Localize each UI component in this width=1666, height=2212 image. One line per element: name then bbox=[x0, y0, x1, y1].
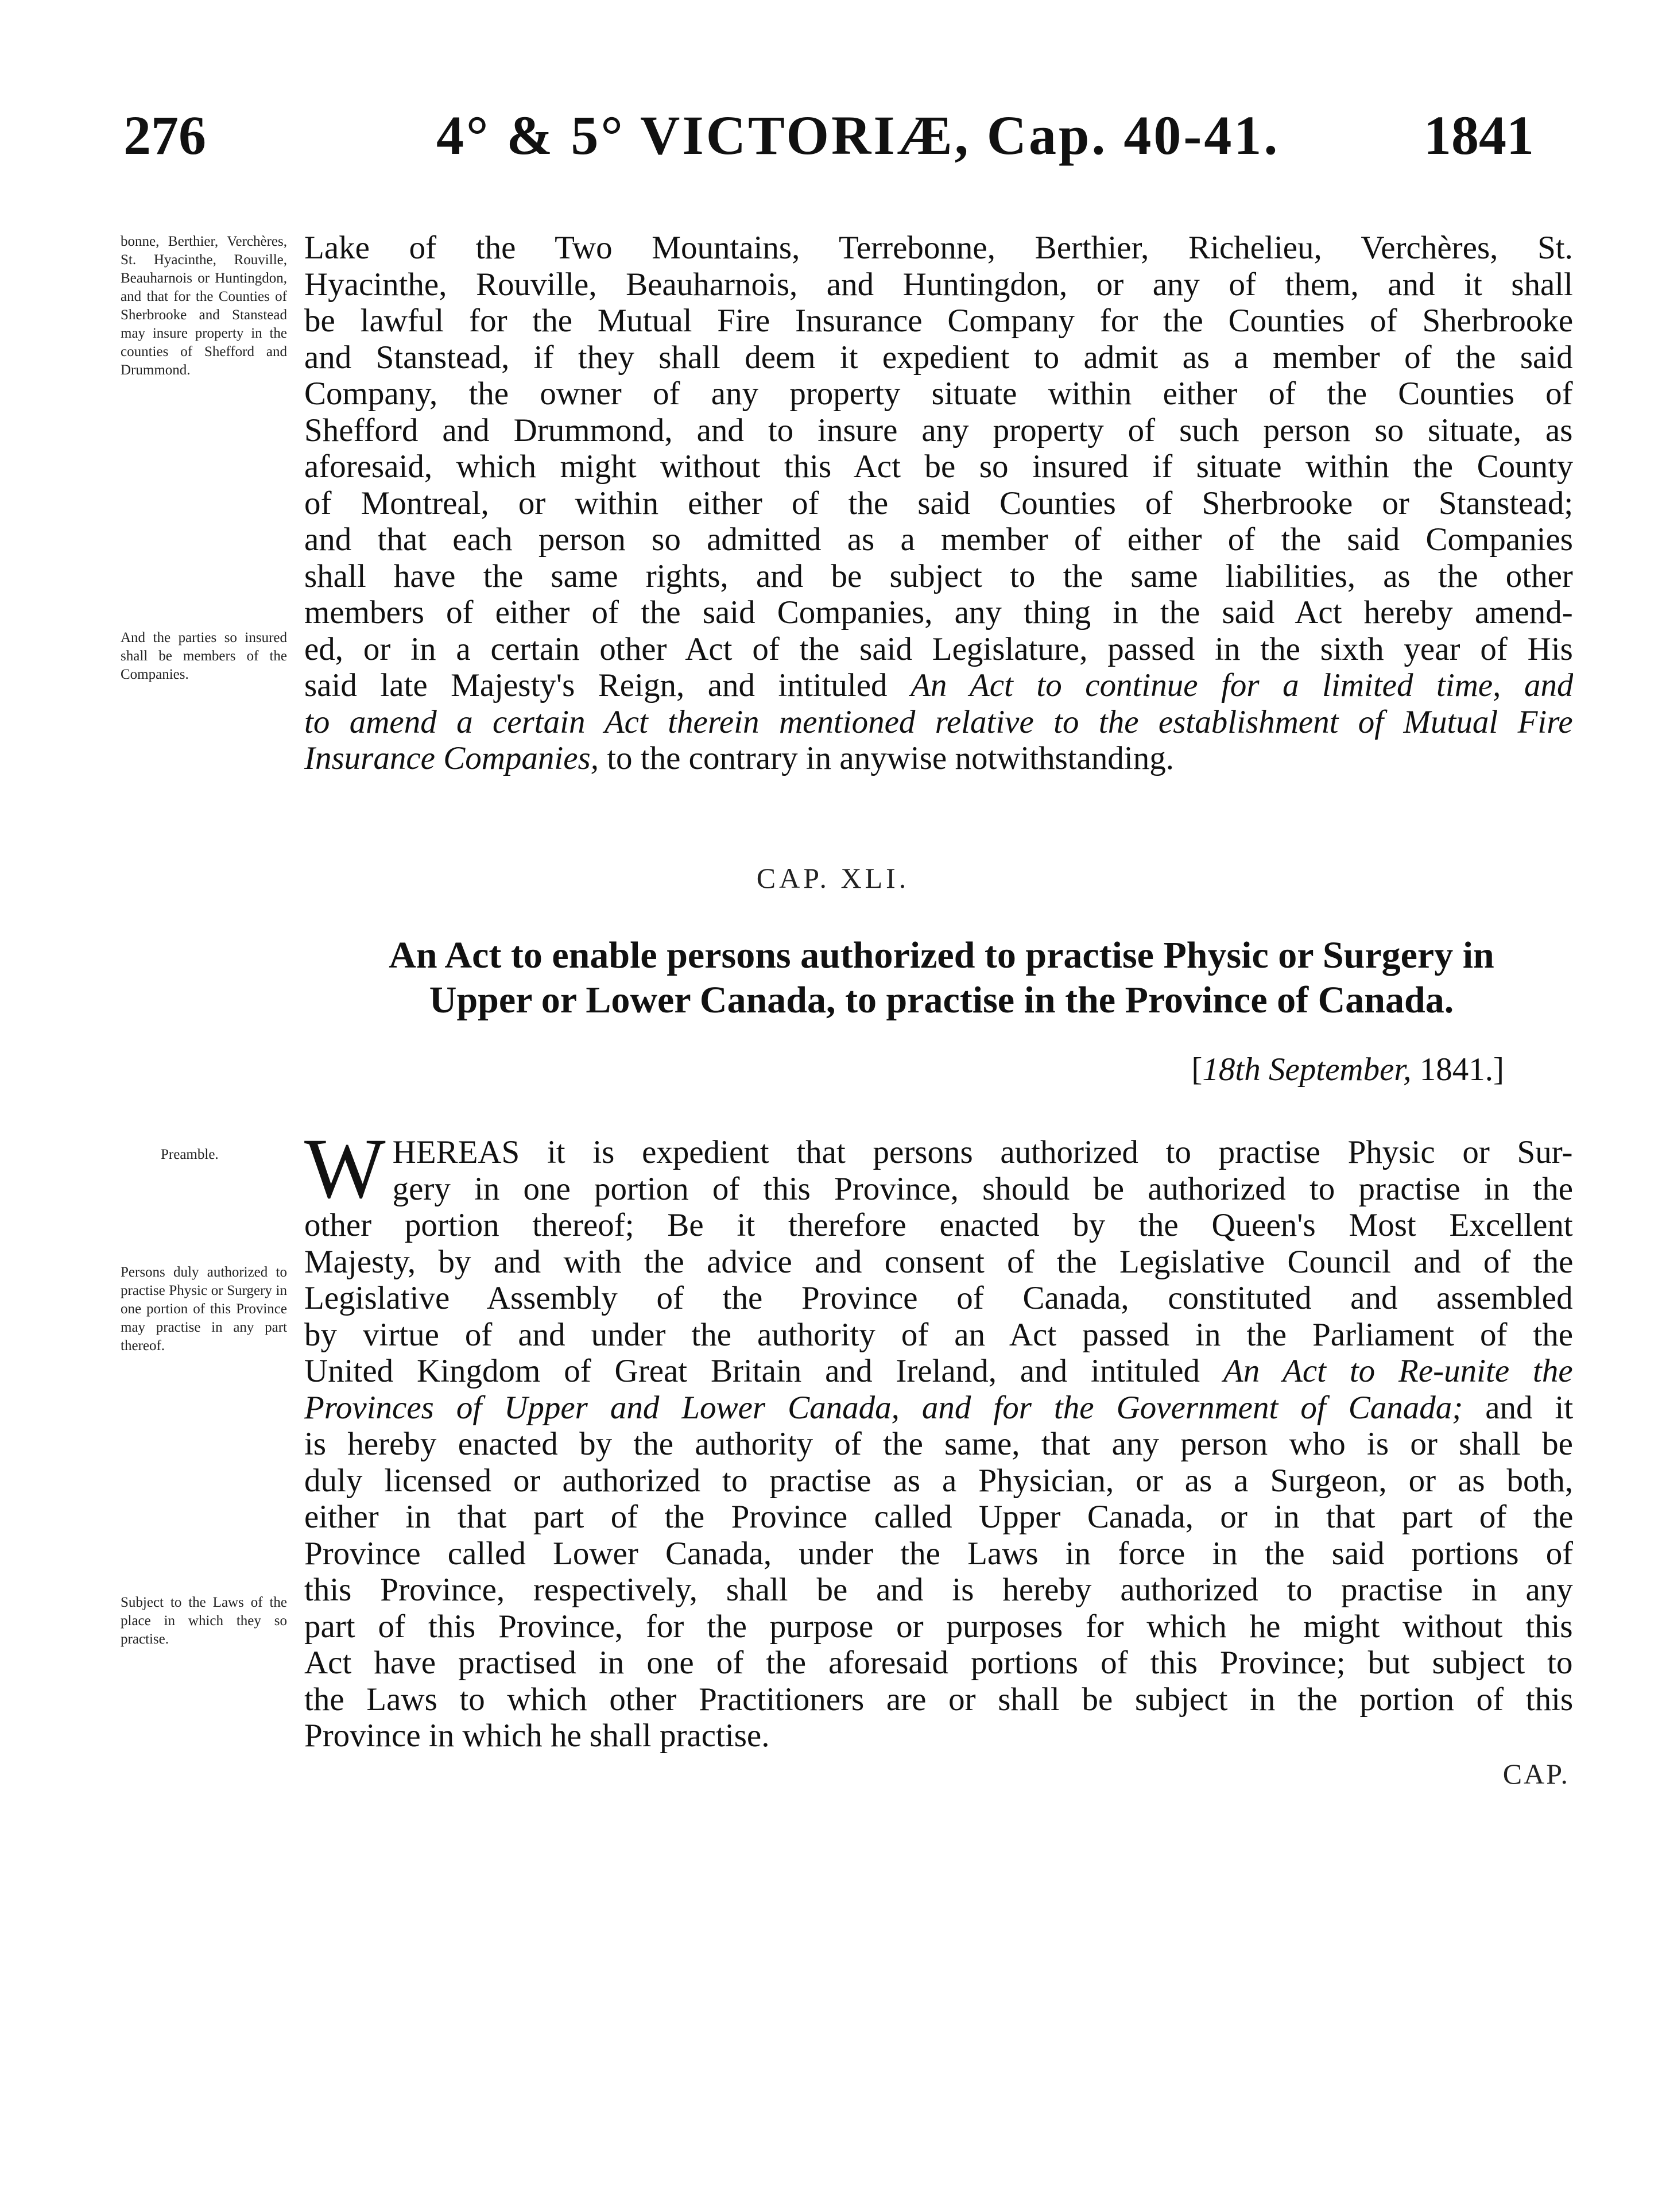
text-line: aforesaid, which might without this Act be so insured if situate within the County bbox=[304, 448, 1573, 485]
text-line: other portion thereof; Be it therefore enacted by the Queen's Most Excellent bbox=[304, 1207, 1573, 1243]
text-line bbox=[304, 1390, 1573, 1426]
date-year: 1841.] bbox=[1419, 1051, 1504, 1088]
act-citation-italic: Insurance Companies, bbox=[304, 740, 599, 776]
margin-note-subject: Subject to the Laws of the place in which they so practise. bbox=[121, 1595, 287, 1647]
text-line: this Province, respectively, shall be and is hereby authorized to practise in any bbox=[304, 1572, 1573, 1608]
act-title-line: An Act to enable persons authorized to practise Physic or Surgery in bbox=[389, 934, 1494, 976]
catchword: CAP. bbox=[1502, 1758, 1570, 1790]
act-citation-italic: An Act to continue for a limited time, and bbox=[911, 667, 1573, 703]
act-title bbox=[299, 933, 1584, 1023]
act-citation-italic: to amend a certain Act therein mentioned relative to the establishment of Mutual Fire bbox=[304, 703, 1573, 740]
running-title: 4° & 5° VICTORIÆ, Cap. 40-41. bbox=[436, 105, 1280, 166]
text-line: and Stanstead, if they shall deem it expedient to admit as a member of the said bbox=[304, 339, 1573, 376]
margin-note-preamble: Preamble. bbox=[161, 1147, 219, 1162]
text-line: of Montreal, or within either of the said Counties of Sherbrooke or Stanstead; bbox=[304, 485, 1573, 521]
text-line: Majesty, by and with the advice and consent of the Legislative Council and of the bbox=[304, 1243, 1573, 1280]
act-citation-italic: An Act to Re-unite the bbox=[1223, 1353, 1573, 1389]
page-number: 276 bbox=[123, 105, 206, 166]
text-line: by virtue of and under the authority of an Act passed in the Parliament of the bbox=[304, 1316, 1573, 1353]
text-line bbox=[304, 667, 1573, 704]
date-bracket: [ bbox=[1191, 1051, 1203, 1088]
section-cap-40-text bbox=[304, 230, 1573, 777]
text-line: either in that part of the Province called Upper Canada, or in that part of the bbox=[304, 1499, 1573, 1535]
header-year: 1841 bbox=[1424, 105, 1534, 166]
text-line: Company, the owner of any property situate within either of the Counties of bbox=[304, 376, 1573, 412]
text-line: duly licensed or authorized to practise as a Physician, or as a Surgeon, or as both, bbox=[304, 1462, 1573, 1499]
date-italic: 18th September, bbox=[1202, 1051, 1412, 1088]
margin-note-members: And the parties so insured shall be members of the Companies. bbox=[121, 630, 287, 682]
text-line: Act have practised in one of the aforesaid portions of this Province; but subject to bbox=[304, 1645, 1573, 1681]
margin-note-persons: Persons duly authorized to practise Physic or Surgery in one portion of this Province may practise in any part thereof. bbox=[121, 1264, 287, 1354]
text-line: ed, or in a certain other Act of the said Legislature, passed in the sixth year of His bbox=[304, 631, 1573, 667]
text-fragment: to the contrary in anywise notwithstanding. bbox=[607, 740, 1175, 776]
margin-note-counties: bonne, Berthier, Verchères, St. Hyacinthe, Rouville, Beauharnois or Huntingdon, and that for the Counties of Sherbrooke and Stanstead may insure property in the counties of Shefford and Drummond. bbox=[121, 234, 287, 378]
text-fragment: United Kingdom of Great Britain and Ireland, and intituled bbox=[304, 1353, 1200, 1389]
assent-date bbox=[1091, 1051, 1504, 1088]
text-line: Legislative Assembly of the Province of Canada, constituted and assembled bbox=[304, 1280, 1573, 1316]
text-fragment: and it bbox=[1485, 1389, 1573, 1426]
text-line: part of this Province, for the purpose or purposes for which he might without this bbox=[304, 1608, 1573, 1645]
text-line: Province called Lower Canada, under the Laws in force in the said portions of bbox=[304, 1535, 1573, 1572]
drop-cap: W bbox=[304, 1121, 386, 1216]
text-line bbox=[304, 704, 1573, 741]
text-line bbox=[304, 1353, 1573, 1390]
text-line: Lake of the Two Mountains, Terrebonne, Berthier, Richelieu, Verchères, St. bbox=[304, 230, 1573, 266]
text-line: HEREAS it is expedient that persons authorized to practise Physic or Sur- bbox=[392, 1134, 1573, 1170]
text-line: members of either of the said Companies, any thing in the said Act hereby amend- bbox=[304, 594, 1573, 631]
text-line: Shefford and Drummond, and to insure any property of such person so situate, as bbox=[304, 412, 1573, 448]
text-line: Province in which he shall practise. bbox=[304, 1718, 770, 1754]
page-header bbox=[0, 103, 1666, 184]
text-fragment: said late Majesty's Reign, and intituled bbox=[304, 667, 888, 703]
text-line: Hyacinthe, Rouville, Beauharnois, and Huntingdon, or any of them, and it shall bbox=[304, 266, 1573, 303]
text-line: gery in one portion of this Province, should be authorized to practise in the bbox=[392, 1170, 1573, 1207]
text-line: be lawful for the Mutual Fire Insurance Company for the Counties of Sherbrooke bbox=[304, 303, 1573, 339]
text-line: shall have the same rights, and be subject to the same liabilities, as the other bbox=[304, 558, 1573, 594]
text-line: and that each person so admitted as a member of either of the said Companies bbox=[304, 521, 1573, 558]
text-line bbox=[304, 740, 1573, 777]
act-title-line: Upper or Lower Canada, to practise in the Province of Canada. bbox=[429, 979, 1454, 1021]
text-line: is hereby enacted by the authority of the same, that any person who is or shall be bbox=[304, 1426, 1573, 1462]
section-cap-41-text bbox=[304, 1121, 1573, 1754]
chapter-heading: CAP. XLI. bbox=[756, 862, 910, 894]
act-citation-italic: Provinces of Upper and Lower Canada, and for the Government of Canada; bbox=[304, 1389, 1463, 1426]
text-line: the Laws to which other Practitioners are or shall be subject in the portion of this bbox=[304, 1681, 1573, 1718]
